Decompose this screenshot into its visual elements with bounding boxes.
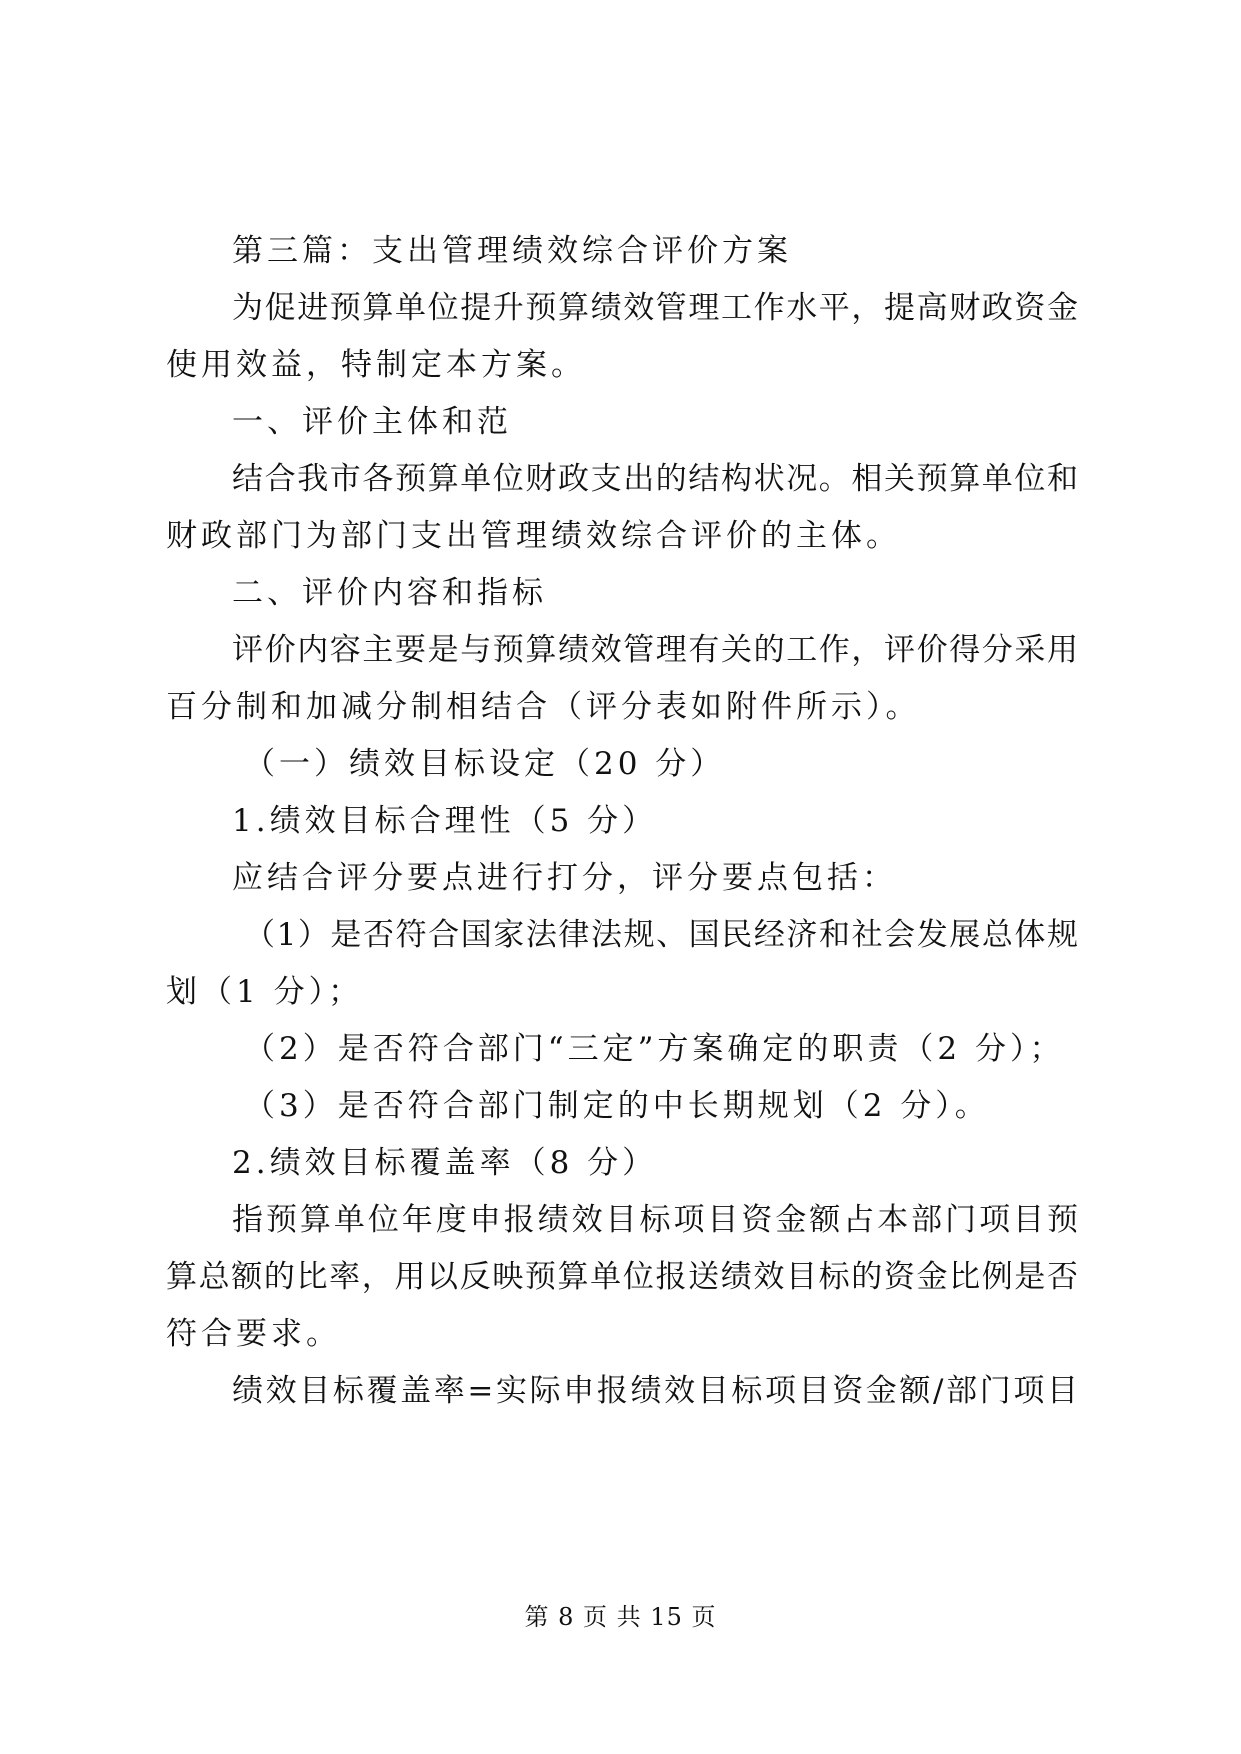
paragraph-line: 结合我市各预算单位财政支出的结构状况。相关预算单位和	[232, 461, 1078, 497]
list-item-continuation: 划（1 分）；	[166, 974, 364, 1010]
paragraph-line: 应结合评分要点进行打分，评分要点包括：	[232, 860, 897, 896]
page-footer: 第 8 页 共 15 页	[524, 1603, 717, 1631]
paragraph-line: 算总额的比率，用以反映预算单位报送绩效目标的资金比例是否	[166, 1259, 1078, 1295]
section-title: 第三篇：支出管理绩效综合评价方案	[232, 233, 792, 269]
subheading-goal-setting: （一）绩效目标设定（20 分）	[244, 746, 726, 782]
paragraph-line: 为促进预算单位提升预算绩效管理工作水平，提高财政资金	[232, 290, 1078, 326]
list-item: （2）是否符合部门“三定”方案确定的职责（2 分）；	[244, 1031, 1065, 1067]
item-goal-coverage: 2.绩效目标覆盖率（8 分）	[232, 1145, 658, 1181]
heading-evaluation-subject: 一、评价主体和范	[232, 404, 512, 440]
paragraph-line: 使用效益，特制定本方案。	[166, 347, 586, 383]
paragraph-line: 指预算单位年度申报绩效目标项目资金额占本部门项目预	[232, 1202, 1078, 1238]
list-item: （3）是否符合部门制定的中长期规划（2 分）。	[244, 1088, 990, 1124]
paragraph-line: 符合要求。	[166, 1316, 341, 1352]
formula-line: 绩效目标覆盖率=实际申报绩效目标项目资金额/部门项目	[232, 1373, 1078, 1409]
list-item: （1）是否符合国家法律法规、国民经济和社会发展总体规	[244, 917, 1078, 953]
paragraph-line: 评价内容主要是与预算绩效管理有关的工作，评价得分采用	[232, 632, 1078, 668]
paragraph-line: 百分制和加减分制相结合（评分表如附件所示）。	[166, 689, 921, 725]
paragraph-line: 财政部门为部门支出管理绩效综合评价的主体。	[166, 518, 901, 554]
item-goal-rationality: 1.绩效目标合理性（5 分）	[232, 803, 658, 839]
heading-evaluation-content: 二、评价内容和指标	[232, 575, 547, 611]
